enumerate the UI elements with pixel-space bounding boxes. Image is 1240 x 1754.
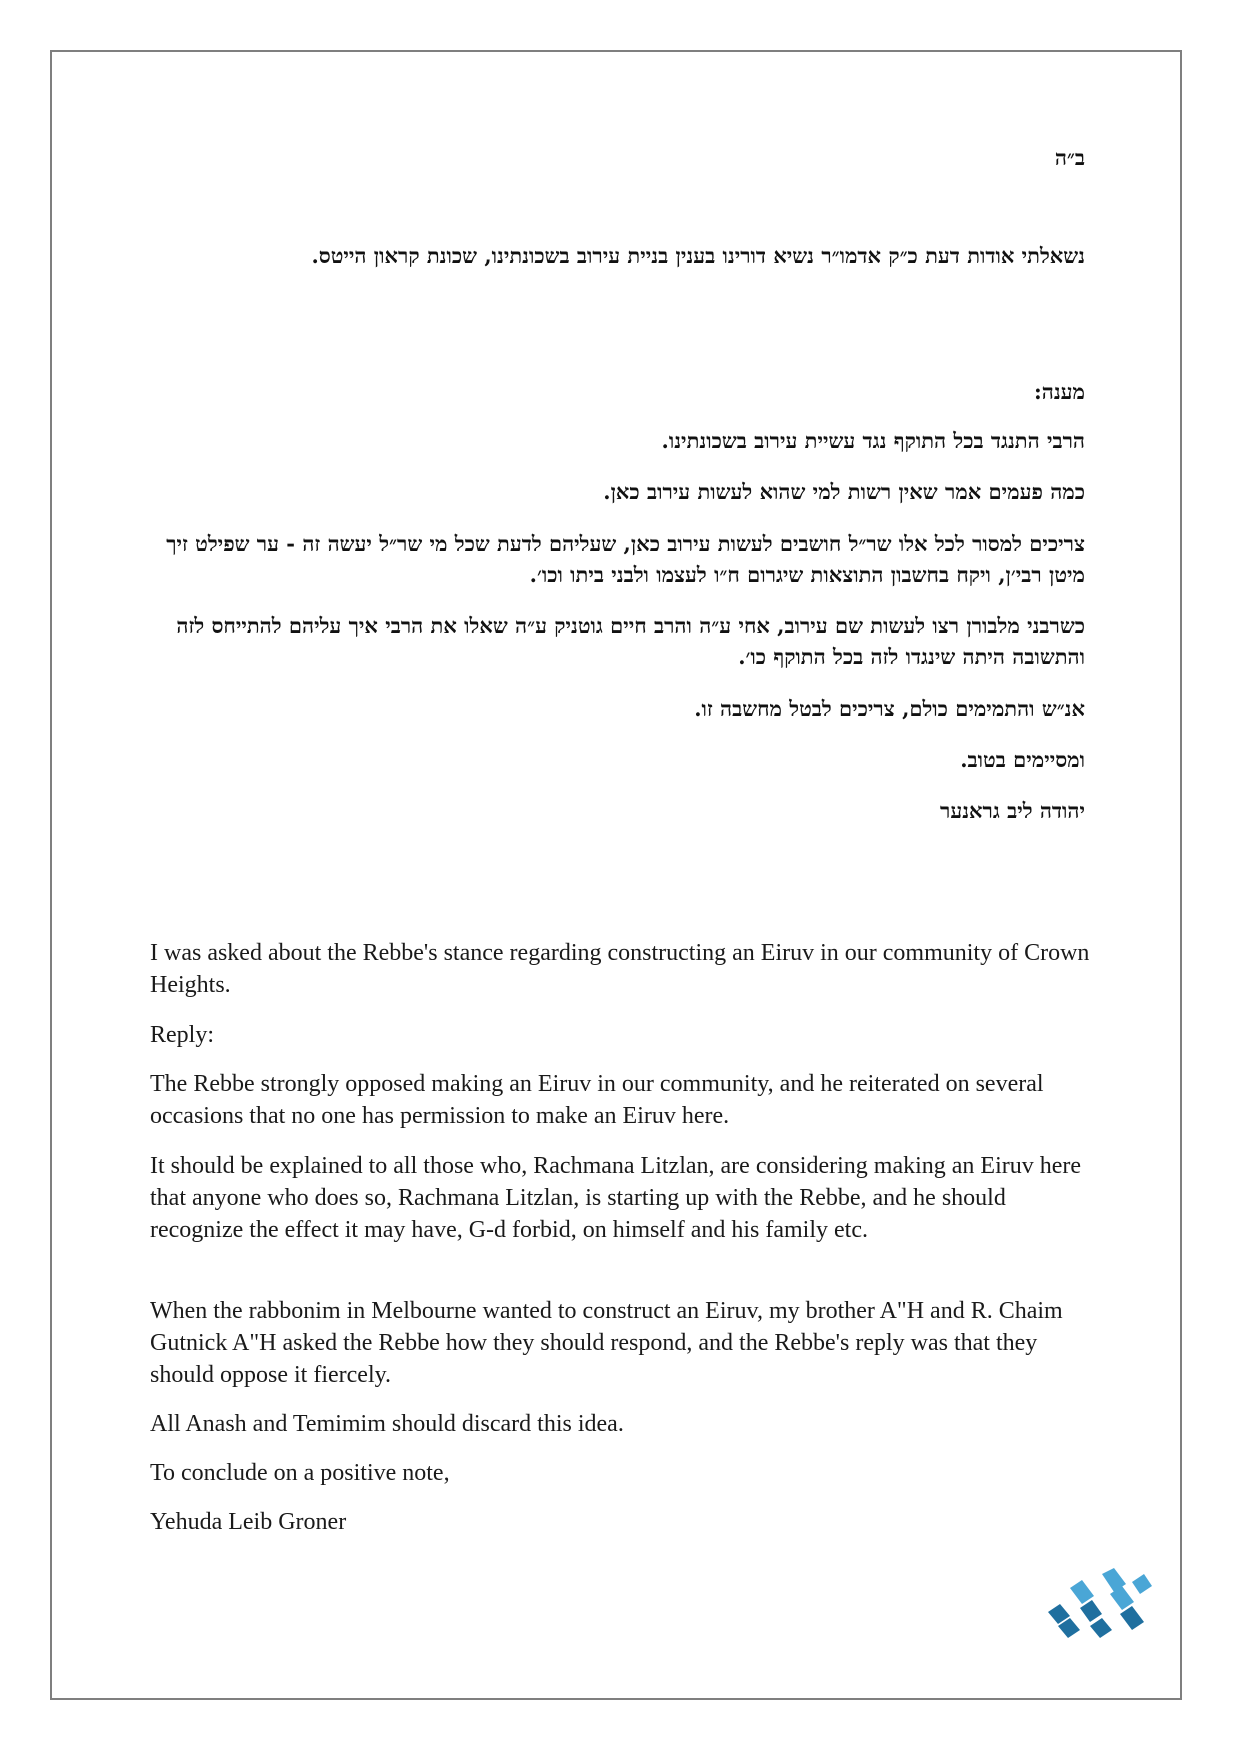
english-question: I was asked about the Rebbe's stance regarding constructing an Eiruv in our community of Crown Heights. bbox=[150, 940, 1090, 998]
hebrew-paragraph: כשרבני מלבורן רצו לעשות שם עירוב, אחי ע״ה והרב חיים גוטניק ע״ה שאלו את הרבי איך עליהם להתייחס לזה והתשובה היתה שינגדו לזה בכל התוקף כו׳. bbox=[176, 613, 1085, 669]
logo-stripe bbox=[1070, 1580, 1094, 1604]
hebrew-paragraph: אנ״ש והתמימים כולם, צריכים לבטל מחשבה זו. bbox=[694, 696, 1085, 721]
logo-stripe bbox=[1090, 1618, 1112, 1638]
hebrew-paragraph: צריכים למסור לכל אלו שר״ל חושבים לעשות עירוב כאן, שעליהם לדעת שכל מי שר״ל יעשה זה - ער שפילט זיך מיטן רבי׳ן, ויקח בחשבון התוצאות שיגרום ח״ו לעצמו ולבני ביתו וכו׳. bbox=[166, 531, 1085, 587]
hebrew-heading: ב״ה bbox=[1054, 145, 1085, 170]
logo-stripe bbox=[1132, 1574, 1152, 1594]
english-paragraph: The Rebbe strongly opposed making an Eiruv in our community, and he reiterated on several occasions that no one has permission to make an Eiruv here. bbox=[150, 1071, 1044, 1129]
english-paragraph: All Anash and Temimim should discard this idea. bbox=[150, 1411, 624, 1437]
hebrew-reply-label: מענה: bbox=[1034, 379, 1085, 404]
logo-stripe bbox=[1120, 1606, 1144, 1630]
logo-stripes bbox=[1048, 1568, 1152, 1638]
hebrew-paragraph: כמה פעמים אמר שאין רשות למי שהוא לעשות עירוב כאן. bbox=[603, 479, 1085, 504]
hebrew-signature: יהודה ליב גראנער bbox=[940, 798, 1085, 823]
hebrew-paragraph: הרבי התנגד בכל התוקף נגד עשיית עירוב בשכונתינו. bbox=[661, 428, 1085, 453]
english-paragraph: It should be explained to all those who, Rachmana Litzlan, are considering making an Eiruv here that anyone who does so, Rachmana Litzlan, is starting up with the Rebbe, and he should recognize the effect it may have, G-d forbid, on himself and his family etc. bbox=[150, 1153, 1082, 1243]
english-reply-label: Reply: bbox=[150, 1022, 214, 1048]
logo-stripe bbox=[1080, 1600, 1102, 1622]
english-paragraph: To conclude on a positive note, bbox=[150, 1460, 450, 1486]
hebrew-paragraph: ומסיימים בטוב. bbox=[960, 747, 1085, 772]
chevron-stripes-logo bbox=[1040, 1568, 1152, 1640]
english-paragraph: When the rabbonim in Melbourne wanted to construct an Eiruv, my brother A"H and R. Chaim Gutnick A"H asked the Rebbe how they should respond, and the Rebbe's reply was that they should oppose it fiercely. bbox=[150, 1298, 1063, 1388]
english-signature: Yehuda Leib Groner bbox=[150, 1509, 347, 1535]
hebrew-question: נשאלתי אודות דעת כ״ק אדמו״ר נשיא דורינו בענין בניית עירוב בשכונתינו, שכונת קראון הייטס. bbox=[311, 243, 1085, 268]
page-border bbox=[50, 50, 1182, 1700]
